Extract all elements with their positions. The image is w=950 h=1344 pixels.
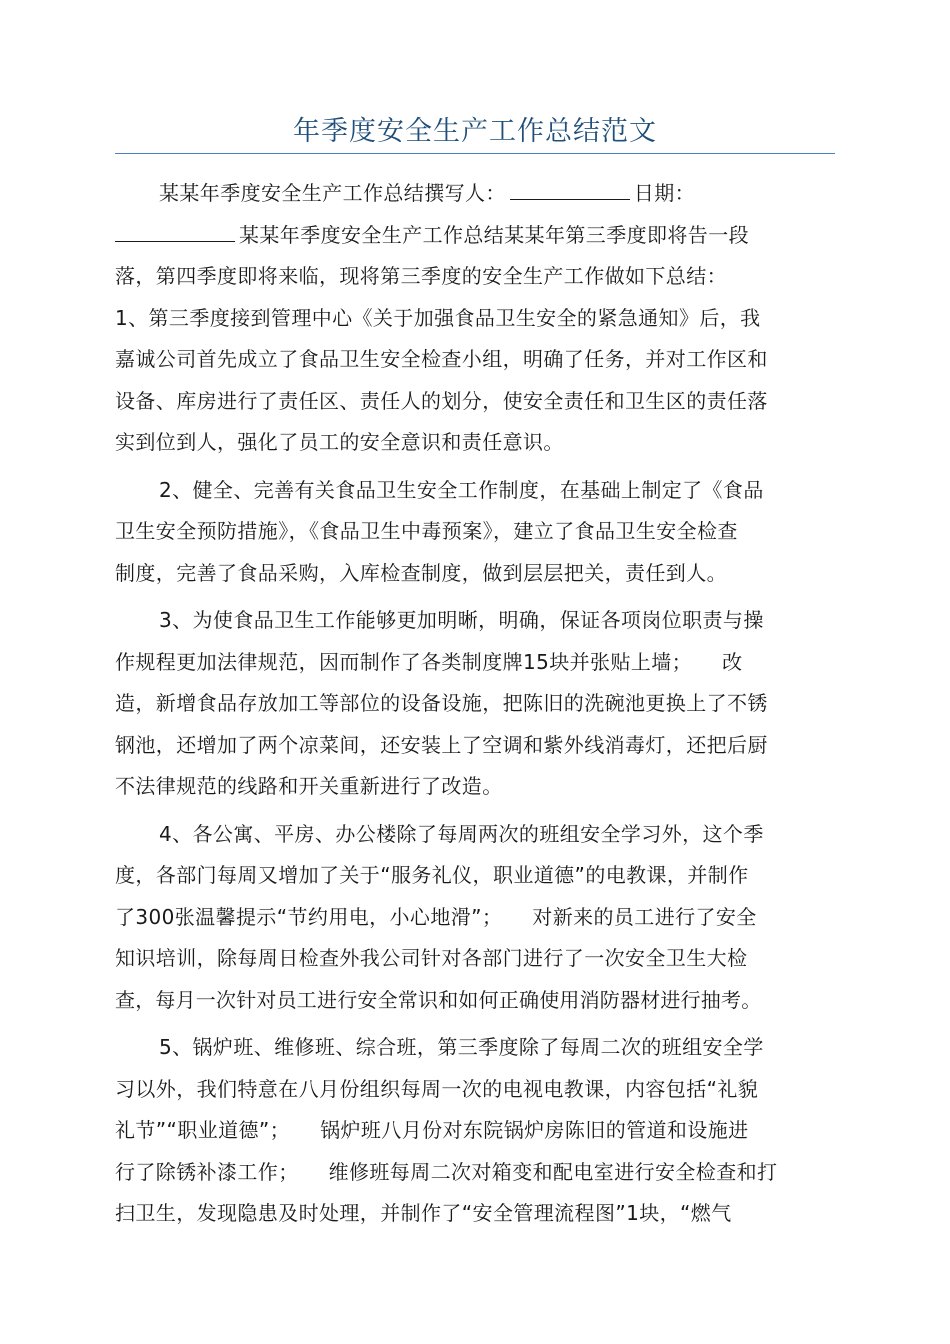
- p4-line-5: 查，每月一次针对员工进行安全常识和如何正确使用消防器材进行抽考。: [115, 987, 762, 1012]
- header-paragraph: [115, 173, 835, 298]
- p1-line-3: 设备、库房进行了责任区、责任人的划分，使安全责任和卫生区的责任落: [115, 388, 768, 413]
- p1-line-4: 实到位到人，强化了员工的安全意识和责任意识。: [115, 430, 564, 454]
- p3-line-2a: 作规程更加法律规范，因而制作了各类制度牌15块并张贴上墙；: [115, 649, 693, 674]
- p1-line-2: 嘉诚公司首先成立了食品卫生安全检查小组，明确了任务，并对工作区和: [115, 347, 768, 371]
- p4-line-3b: 对新来的员工进行了安全: [532, 904, 757, 929]
- paragraph-2: [115, 470, 835, 595]
- p3-line-2: [115, 642, 835, 684]
- document-title: 年季度安全生产工作总结范文: [293, 116, 657, 147]
- p2-line-1: 2、健全、完善有关食品卫生安全工作制度，在基础上制定了《食品: [159, 477, 764, 502]
- p4-line-4: 知识培训，除每周日检查外我公司针对各部门进行了一次安全卫生大检: [115, 946, 748, 970]
- header-line-2: [115, 215, 835, 257]
- intro-line-2: 落，第四季度即将来临，现将第三季度的安全生产工作做如下总结：: [115, 264, 727, 288]
- p5-line-4b: 维修班每周二次对箱变和配电室进行安全检查和打: [328, 1159, 778, 1184]
- p5-line-5: 扫卫生，发现隐患及时处理，并制作了“安全管理流程图”1块，“燃气: [115, 1201, 732, 1225]
- p5-line-3: [115, 1110, 835, 1152]
- p1-line-1: 1、第三季度接到管理中心《关于加强食品卫生安全的紧急通知》后，我: [115, 305, 761, 330]
- title-underline: [115, 153, 835, 154]
- date-blank: [115, 223, 235, 242]
- p4-line-3a: 了300张温馨提示“节约用电，小心地滑”；: [115, 904, 503, 929]
- p5-line-2: 习以外，我们特意在八月份组织每周一次的电视电教课，内容包括“礼貌: [115, 1076, 759, 1101]
- p5-line-1: 5、锅炉班、维修班、综合班，第三季度除了每周二次的班组安全学: [159, 1035, 764, 1059]
- p4-line-2: 度，各部门每周又增加了关于“服务礼仪，职业道德”的电教课，并制作: [115, 863, 749, 887]
- p5-line-3b: 锅炉班八月份对东院锅炉房陈旧的管道和设施进: [320, 1118, 749, 1142]
- p5-line-3a: 礼节”“职业道德”；: [115, 1118, 291, 1142]
- p4-line-3: [115, 897, 835, 939]
- p4-line-1: 4、各公寓、平房、办公楼除了每周两次的班组安全学习外，这个季: [159, 821, 764, 846]
- paragraph-4: [115, 814, 835, 1022]
- header-line-1: [115, 173, 835, 215]
- p3-line-1: 3、为使食品卫生工作能够更加明晰，明确，保证各项岗位职责与操: [159, 608, 764, 632]
- p5-line-4a: 行了除锈补漆工作；: [115, 1159, 299, 1184]
- p3-line-2b: 改: [722, 649, 743, 674]
- author-blank: [510, 181, 630, 200]
- date-label: 日期：: [633, 181, 696, 205]
- intro-line-1: 某某年季度安全生产工作总结某某年第三季度即将告一段: [239, 222, 749, 247]
- p3-line-4: 钢池，还增加了两个凉菜间，还安装上了空调和紫外线消毒灯，还把后厨: [115, 732, 768, 757]
- paragraph-1: [115, 298, 835, 464]
- p5-line-4: [115, 1152, 835, 1194]
- p2-line-2: 卫生安全预防措施》，《食品卫生中毒预案》，建立了食品卫生安全检查: [115, 519, 738, 543]
- paragraph-3: [115, 600, 835, 808]
- p3-line-5: 不法律规范的线路和开关重新进行了改造。: [115, 774, 503, 798]
- document-body: [115, 173, 835, 1235]
- paragraph-5: [115, 1027, 835, 1235]
- p2-line-3: 制度，完善了食品采购，入库检查制度，做到层层把关，责任到人。: [115, 560, 727, 585]
- author-label: 某某年季度安全生产工作总结撰写人：: [159, 181, 506, 205]
- p3-line-3: 造，新增食品存放加工等部位的设备设施，把陈旧的洗碗池更换上了不锈: [115, 691, 768, 715]
